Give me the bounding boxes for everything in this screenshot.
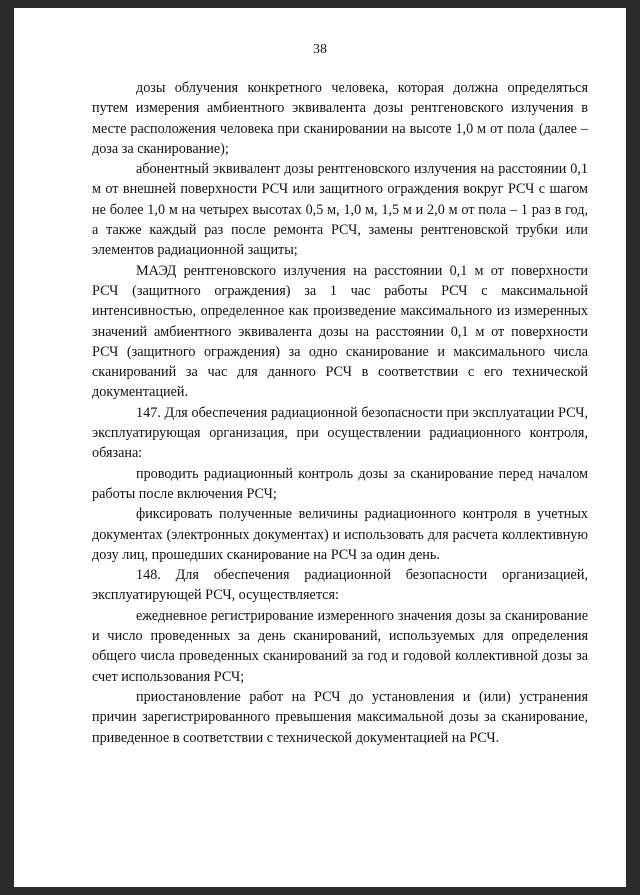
paragraph-maed: МАЭД рентгеновского излучения на расстоянии 0,1 м от поверхности РСЧ (защитного ограждения) за 1 час работы РСЧ с максимальной интенсивностью, определенное как произведение максимального из измеренных значений амбиентного эквивалента дозы на расстоянии 0,1 м от поверхности РСЧ (защитного ограждения) за одно сканирование и максимального числа сканирований за час для данного РСЧ в соответствии с его технической документацией.: [92, 262, 588, 401]
paragraph-record-values: фиксировать полученные величины радиационного контроля в учетных документах (электронных документах) и использовать для расчета коллективную дозу лиц, прошедших сканирование на РСЧ за один день.: [92, 506, 588, 563]
paragraph-clause-147: 147. Для обеспечения радиационной безопасности при эксплуатации РСЧ, эксплуатирующая организация, при осуществлении радиационного контроля, обязана:: [92, 404, 588, 462]
paragraph-control-before-work: проводить радиационный контроль дозы за сканирование перед началом работы после включения РСЧ;: [92, 465, 588, 502]
paragraph-clause-148: 148. Для обеспечения радиационной безопасности организацией, эксплуатирующей РСЧ, осуществляется:: [92, 567, 588, 604]
paragraph-ambient-equivalent: абонентный эквивалент дозы рентгеновского излучения на расстоянии 0,1 м от внешней поверхности РСЧ или защитного ограждения вокруг РСЧ с шагом не более 1,0 м на четырех высотах 0,5 м, 1,0 м, 1,5 м и 2,0 м от пола – 1 раз в год, а также каждый раз после ремонта РСЧ, замены рентгеновской трубки или элементов радиационной защиты;: [92, 161, 588, 259]
paragraph-suspension: приостановление работ на РСЧ до установления и (или) устранения причин зарегистрированного превышения максимальной дозы за сканирование, приведенное в соответствии с технической документацией на РСЧ.: [92, 688, 588, 746]
document-page: [14, 8, 626, 887]
paragraph-daily-registration: ежедневное регистрирование измеренного значения дозы за сканирование и число проведенных за день сканирований, используемых для определения общего числа проведенных сканирований за год и годовой коллективной дозы за счет использования РСЧ;: [92, 607, 588, 685]
paragraph-scan-dose-definition: дозы облучения конкретного человека, которая должна определяться путем измерения амбиентного эквивалента дозы рентгеновского излучения в месте расположения человека при сканировании на высоте 1,0 м от пола (далее – доза за сканирование);: [92, 80, 588, 157]
page-body: [92, 78, 588, 748]
page-number: 38: [313, 42, 327, 57]
